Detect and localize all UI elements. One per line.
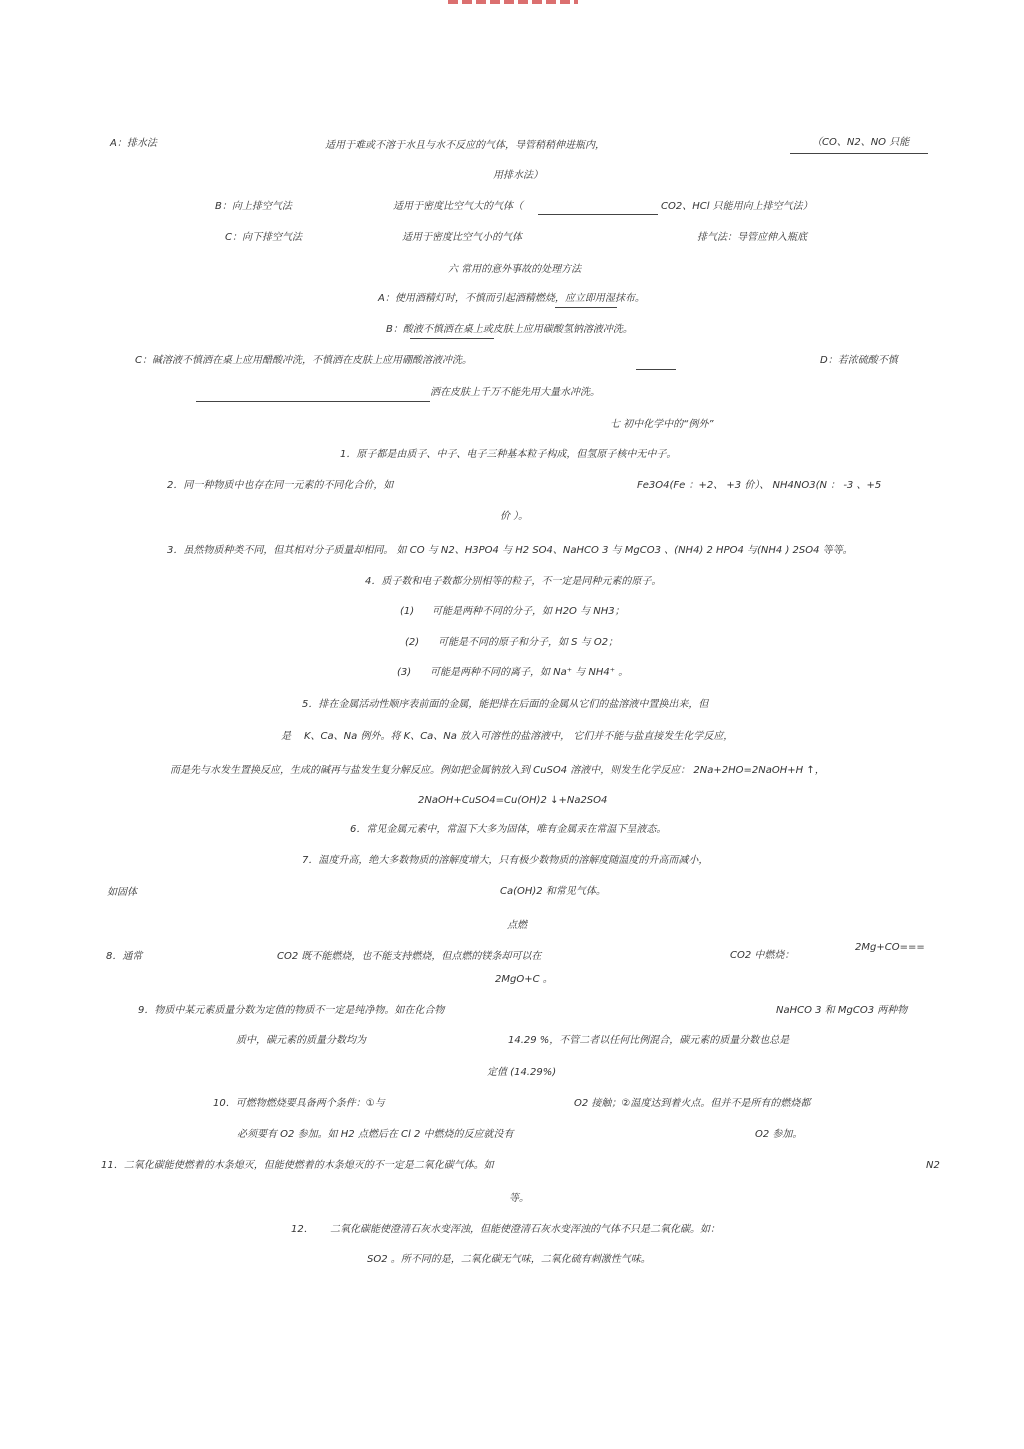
item-5-equation: 2NaOH+CuSO4=Cu(OH)2 ↓+Na2SO4 [418, 795, 608, 806]
underline [410, 338, 494, 339]
item-12: 二氧化碳能使澄清石灰水变浑浊，但能使澄清石灰水变浑浊的气体不只是二氧化碳。如： [330, 1224, 720, 1235]
item-4-1-num: (1) [400, 606, 415, 617]
item-9: 9．物质中某元素质量分数为定值的物质不一定是纯净物。如在化合物 [138, 1005, 445, 1016]
method-c-note: 排气法：导管应伸入瓶底 [697, 232, 807, 243]
item-1: 1．原子都是由质子、中子、电子三种基本粒子构成，但氢原子核中无中子。 [340, 449, 677, 460]
item-10-cont: O2 接触；②温度达到着火点。但并不是所有的燃烧都 [574, 1098, 811, 1109]
method-a-desc: 适用于难或不溶于水且与水不反应的气体，导管稍稍伸进瓶内， [325, 140, 605, 151]
method-b-label: B：向上排空气法 [215, 201, 292, 212]
blank-line [790, 153, 928, 154]
method-b-desc: 适用于密度比空气大的气体（ [393, 201, 523, 212]
item-7: 7．温度升高，绝大多数物质的溶解度增大，只有极少数物质的溶解度随温度的升高而减小， [302, 855, 709, 866]
accident-a: A：使用酒精灯时，不慎而引起酒精燃烧，应立即用湿抹布。 [378, 293, 645, 304]
item-8-co2: CO2 中燃烧： [730, 950, 795, 961]
accident-d-cont: 洒在皮肤上千万不能先用大量水冲洗。 [430, 387, 600, 398]
underline [555, 307, 617, 308]
item-7-cont-b: Ca(OH)2 和常见气体。 [500, 886, 606, 897]
item-9-value: 定值 (14.29%) [487, 1067, 557, 1078]
item-10-cont2: 必须要有 O2 参加。如 H2 点燃后在 Cl 2 中燃烧的反应就没有 [237, 1129, 514, 1140]
item-9-cont2: 14.29 %，不管二者以任何比例混合，碳元素的质量分数也总是 [508, 1035, 790, 1046]
method-b-note: CO2、HCl 只能用向上排空气法） [661, 201, 813, 212]
accident-d: D：若浓硫酸不慎 [820, 355, 898, 366]
item-5-shi: 是 [281, 731, 291, 742]
item-4-3: 可能是两种不同的离子，如 Na⁺ 与 NH4⁺ 。 [430, 667, 629, 678]
item-5-cont: K、Ca、Na 例外。将 K、Ca、Na 放入可溶性的盐溶液中， 它们并不能与盐直接发生化学反应， [304, 731, 734, 742]
method-a-note-cont: 用排水法） [493, 170, 543, 181]
method-a-label: A：排水法 [110, 138, 157, 149]
underline [196, 401, 430, 402]
item-2-example: Fe3O4(Fe ：+2、 +3 价）、 NH4NO3(N ： -3 、+5 [637, 480, 882, 491]
method-a-note: （CO、N2、NO 只能 [812, 137, 910, 148]
method-c-desc: 适用于密度比空气小的气体 [402, 232, 522, 243]
item-4-3-num: (3) [397, 667, 412, 678]
item-11-cont: 等。 [509, 1193, 529, 1204]
header-mark [448, 0, 578, 4]
underline [636, 369, 676, 370]
item-9-compounds: NaHCO 3 和 MgCO3 两种物 [776, 1005, 908, 1016]
item-2-cont: 价 ）。 [500, 511, 529, 522]
blank-line [538, 214, 658, 215]
item-4-2: 可能是不同的原子和分子，如 S 与 O2； [438, 637, 619, 648]
item-5-cont2: 而是先与水发生置换反应，生成的碱再与盐发生复分解反应。例如把金属钠放入到 CuSO4 溶液中，则发生化学反应： 2Na+2HO=2NaOH+H ↑， [170, 765, 825, 776]
item-8-product: 2MgO+C 。 [495, 974, 553, 985]
section-seven-heading: 七 初中化学中的“例外” [610, 419, 714, 430]
item-5: 5．排在金属活动性顺序表前面的金属，能把排在后面的金属从它们的盐溶液中置换出来，但 [302, 699, 709, 710]
method-c-label: C：向下排空气法 [225, 232, 302, 243]
item-8: 8．通常 [106, 951, 143, 962]
item-7-cont-a: 如固体 [107, 887, 137, 898]
item-10-cont3: O2 参加。 [755, 1129, 803, 1140]
accident-c: C：碱溶液不慎洒在桌上应用醋酸冲洗，不慎洒在皮肤上应用硼酸溶液冲洗。 [135, 355, 472, 366]
section-six-heading: 六 常用的意外事故的处理方法 [448, 264, 582, 275]
item-12-num: 12． [291, 1224, 314, 1235]
item-2: 2．同一种物质中也存在同一元素的不同化合价，如 [167, 480, 394, 491]
item-8-equation: 2Mg+CO=== [855, 942, 925, 953]
item-4-2-num: (2) [405, 637, 420, 648]
item-12-cont: SO2 。所不同的是，二氧化碳无气味，二氧化硫有刺激性气味。 [367, 1254, 651, 1265]
accident-b: B：酸液不慎洒在桌上或皮肤上应用碳酸氢钠溶液冲洗。 [386, 324, 633, 335]
item-9-cont: 质中，碳元素的质量分数均为 [236, 1035, 366, 1046]
item-6: 6．常见金属元素中，常温下大多为固体，唯有金属汞在常温下呈液态。 [350, 824, 667, 835]
item-8-text: CO2 既不能燃烧，也不能支持燃烧，但点燃的镁条却可以在 [277, 951, 542, 962]
item-4-1: 可能是两种不同的分子，如 H2O 与 NH3； [432, 606, 625, 617]
ignite-label: 点燃 [507, 920, 527, 931]
item-11-n2: N2 [926, 1160, 940, 1171]
item-3: 3．虽然物质种类不同，但其相对分子质量却相同。 如 CO 与 N2、H3PO4 与 H2 SO4、NaHCO 3 与 MgCO3 、(NH4) 2 HPO4 与(NH4 ) 2SO4 等等。 [167, 545, 853, 556]
item-4: 4．质子数和电子数都分别相等的粒子，不一定是同种元素的原子。 [365, 576, 662, 587]
item-11: 11．二氧化碳能使燃着的木条熄灭，但能使燃着的木条熄灭的不一定是二氧化碳气体。如 [101, 1160, 494, 1171]
item-10: 10．可燃物燃烧要具备两个条件：①与 [213, 1098, 385, 1109]
